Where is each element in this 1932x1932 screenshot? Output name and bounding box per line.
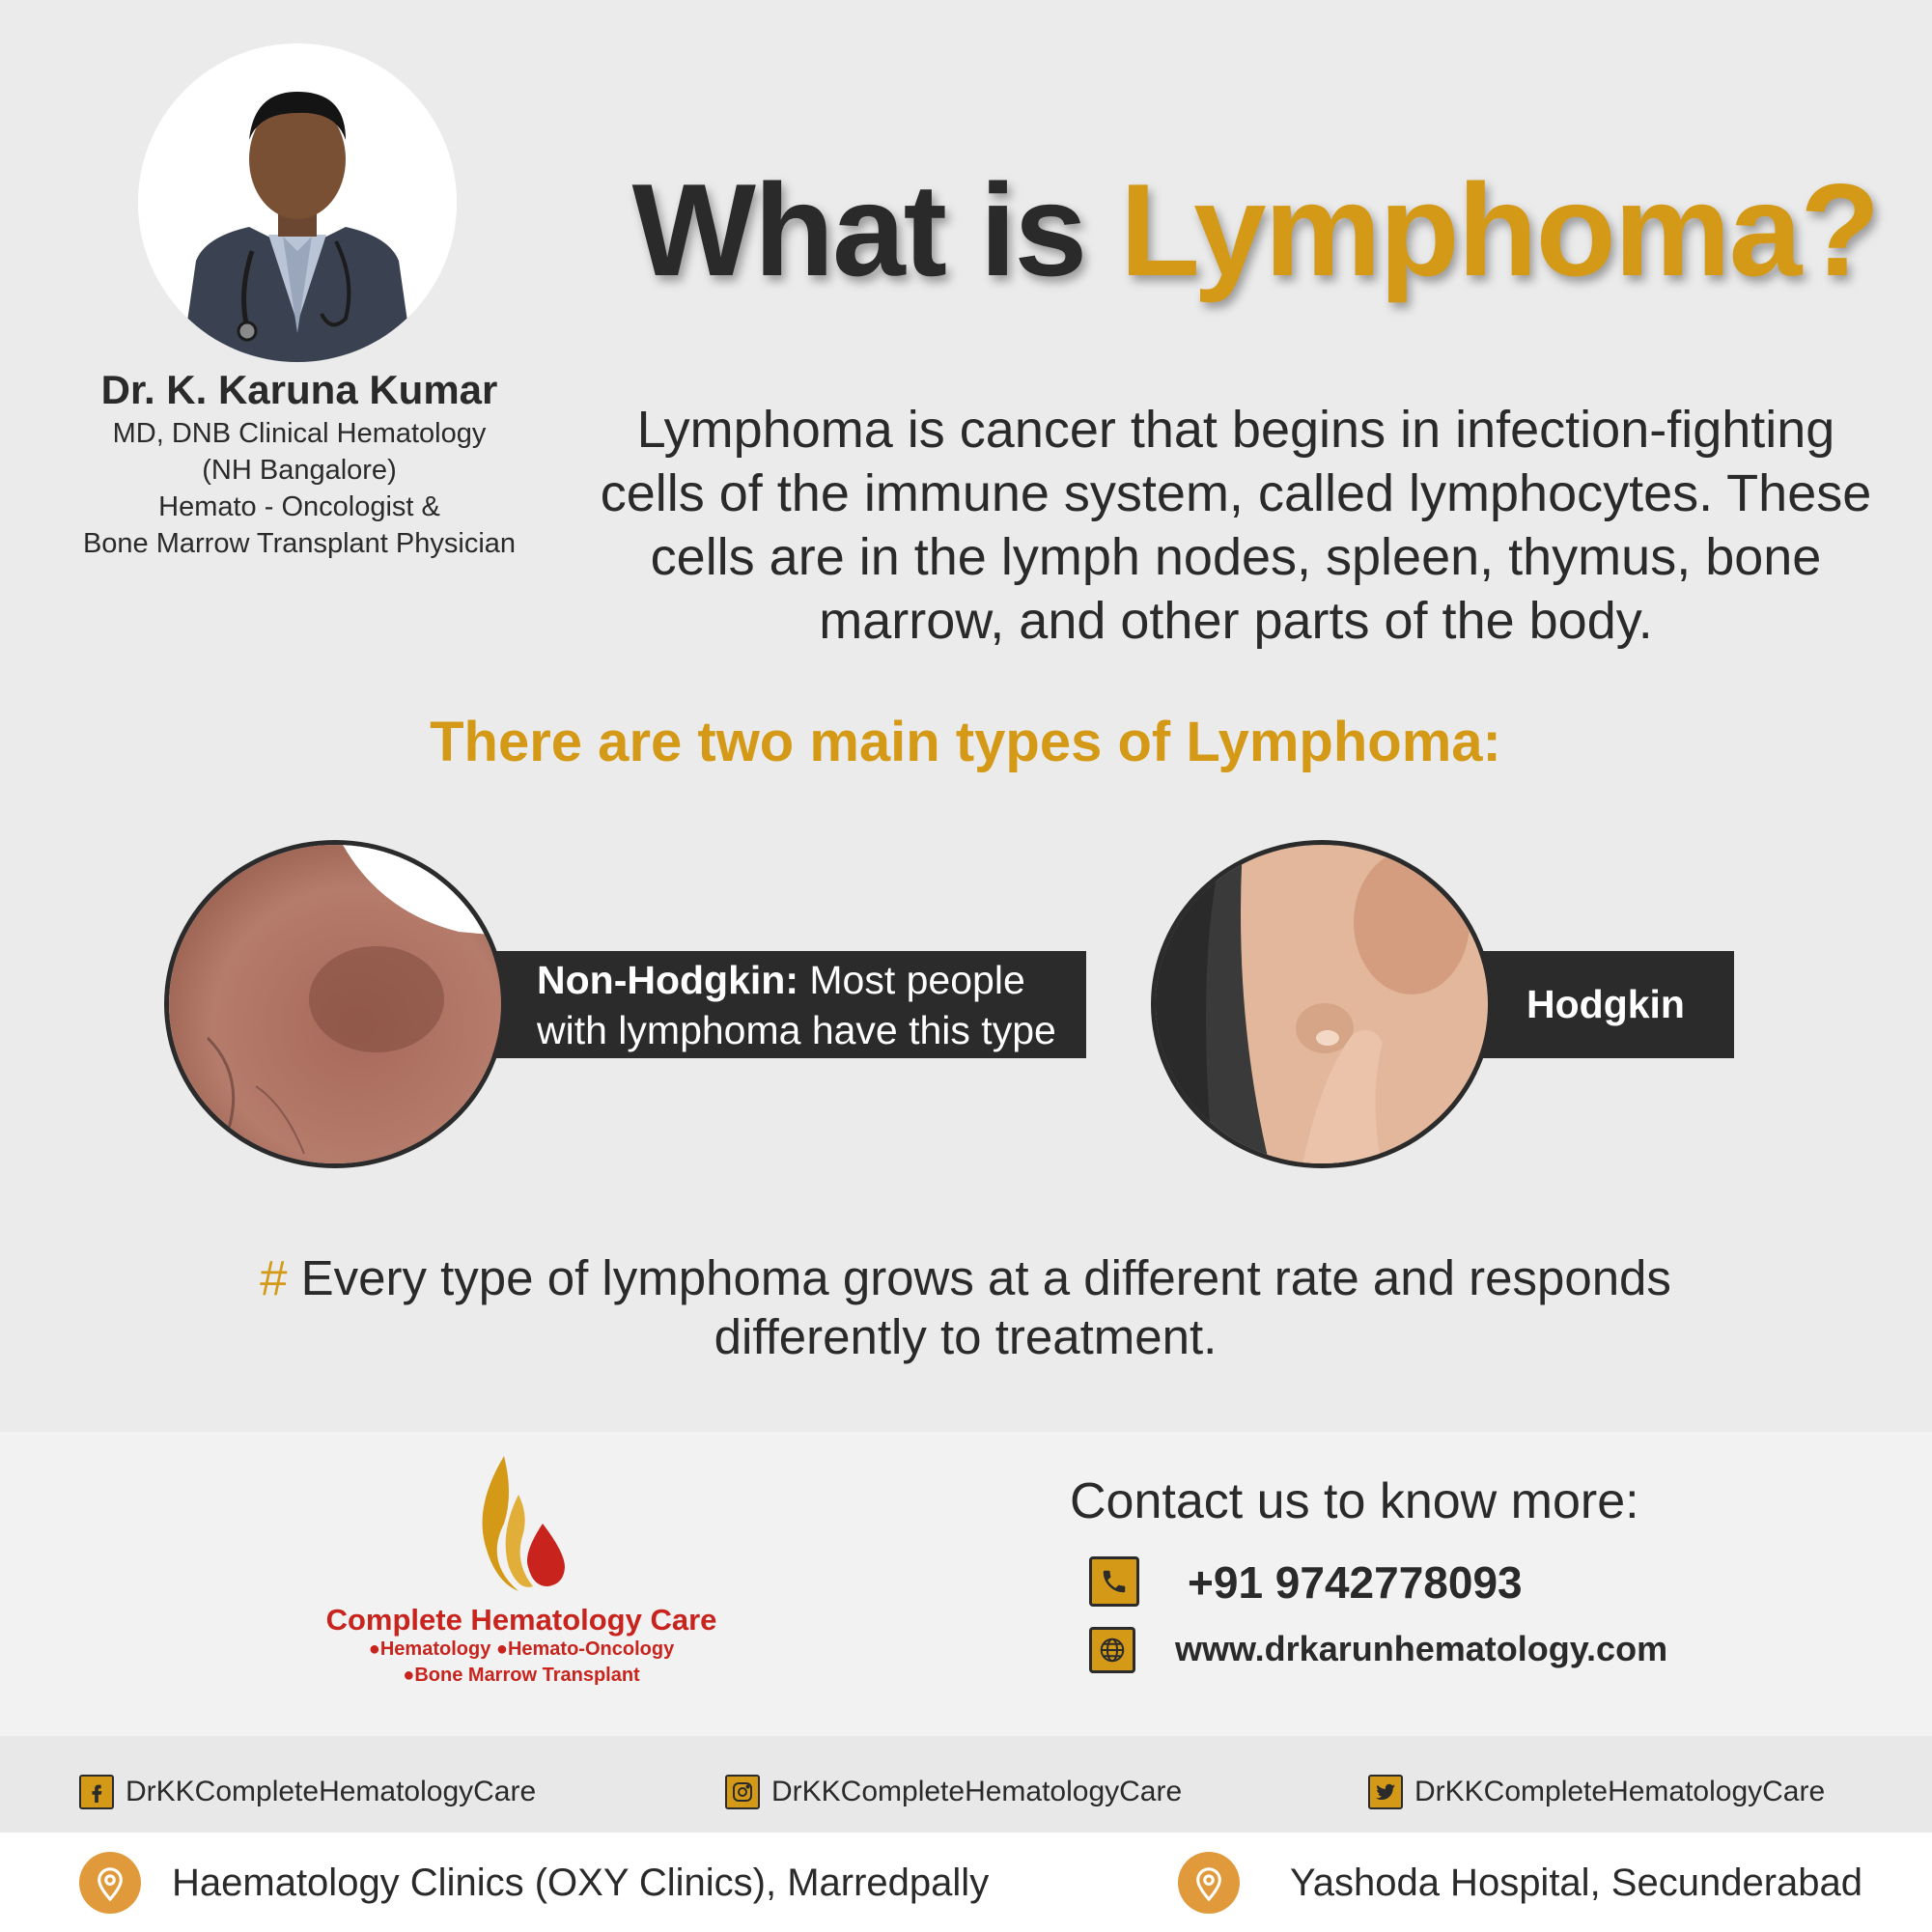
hodgkin-label: Hodgkin bbox=[1477, 951, 1734, 1058]
location-marredpally: Haematology Clinics (OXY Clinics), Marredpally bbox=[172, 1862, 990, 1904]
growth-note-text: Every type of lymphoma grows at a different rate and responds differently to treatment. bbox=[300, 1250, 1671, 1364]
globe-icon bbox=[1089, 1627, 1135, 1673]
hodgkin-image bbox=[1151, 840, 1493, 1168]
non-hodgkin-description: Most people with lymphoma have this type bbox=[537, 957, 1056, 1052]
swollen-shoulder-illustration bbox=[169, 845, 506, 1168]
doctor-portrait-illustration bbox=[138, 43, 457, 362]
doctor-name: Dr. K. Karuna Kumar bbox=[100, 367, 498, 412]
facebook-icon bbox=[79, 1775, 114, 1809]
phone-number[interactable]: +91 9742778093 bbox=[1188, 1557, 1523, 1608]
social-facebook[interactable] bbox=[79, 1775, 536, 1809]
contact-panel bbox=[0, 1432, 1932, 1736]
phone-icon bbox=[1089, 1556, 1139, 1607]
logo-tagline: ●Hematology ●Hemato-Oncology bbox=[368, 1638, 675, 1660]
growth-note bbox=[241, 1248, 1690, 1366]
social-instagram[interactable] bbox=[725, 1775, 1182, 1809]
page-title bbox=[628, 156, 1883, 303]
social-twitter[interactable] bbox=[1368, 1775, 1825, 1809]
doctor-credential: Bone Marrow Transplant Physician bbox=[82, 528, 517, 559]
intro-paragraph: Lymphoma is cancer that begins in infection-fighting cells of the immune system, called lymphocytes. These cells are in the lymph nodes, spleen, thymus, bone marrow, and other parts of the body. bbox=[600, 401, 1872, 650]
title-part-accent: Lymphoma? bbox=[1119, 156, 1879, 303]
logo-name: Complete Hematology Care bbox=[325, 1603, 717, 1637]
non-hodgkin-label bbox=[492, 951, 1086, 1058]
doctor-credential: Hemato - Oncologist & bbox=[158, 491, 440, 522]
contact-heading: Contact us to know more: bbox=[1070, 1473, 1639, 1529]
twitter-icon bbox=[1368, 1775, 1403, 1809]
location-pin-icon bbox=[1178, 1852, 1240, 1914]
twitter-handle: DrKKCompleteHematologyCare bbox=[1414, 1776, 1826, 1807]
location-secunderabad: Yashoda Hospital, Secunderabad bbox=[1290, 1862, 1863, 1904]
neck-lump-illustration bbox=[1156, 845, 1493, 1168]
non-hodgkin-name: Non-Hodgkin: bbox=[537, 957, 798, 1002]
hash-mark: # bbox=[260, 1250, 288, 1305]
instagram-icon bbox=[725, 1775, 760, 1809]
instagram-handle: DrKKCompleteHematologyCare bbox=[771, 1776, 1183, 1807]
website-link[interactable]: www.drkarunhematology.com bbox=[1175, 1629, 1668, 1668]
non-hodgkin-image bbox=[164, 840, 506, 1168]
doctor-credential: MD, DNB Clinical Hematology bbox=[112, 418, 487, 449]
facebook-handle: DrKKCompleteHematologyCare bbox=[126, 1776, 537, 1807]
non-hodgkin-text bbox=[537, 955, 1086, 1055]
location-pin-icon bbox=[79, 1852, 141, 1914]
title-part-dark: What is bbox=[631, 156, 1120, 303]
doctor-photo bbox=[138, 43, 457, 362]
logo-tagline: ●Bone Marrow Transplant bbox=[403, 1665, 640, 1686]
logo-flame-icon bbox=[465, 1456, 572, 1601]
doctor-credential: (NH Bangalore) bbox=[202, 455, 397, 486]
types-heading: There are two main types of Lymphoma: bbox=[430, 711, 1501, 773]
